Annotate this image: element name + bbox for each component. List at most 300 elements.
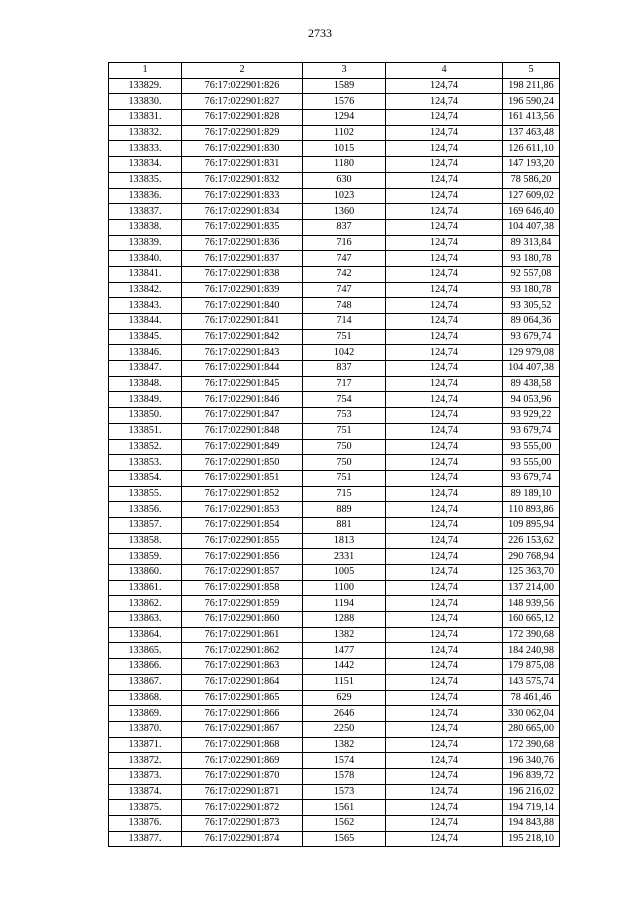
row-number-cell: 133863. <box>109 612 182 628</box>
rate-cell: 124,74 <box>386 157 503 173</box>
table-row <box>109 251 560 267</box>
amount-cell: 125 363,70 <box>503 565 560 581</box>
amount-cell: 93 929,22 <box>503 408 560 424</box>
area-cell: 1562 <box>303 816 386 832</box>
rate-cell: 124,74 <box>386 204 503 220</box>
cadastral-number-cell: 76:17:022901:833 <box>182 188 303 204</box>
area-cell: 751 <box>303 423 386 439</box>
amount-cell: 137 463,48 <box>503 125 560 141</box>
rate-cell: 124,74 <box>386 737 503 753</box>
rate-cell: 124,74 <box>386 392 503 408</box>
table-row <box>109 408 560 424</box>
row-number-cell: 133873. <box>109 768 182 784</box>
area-cell: 717 <box>303 376 386 392</box>
table-row <box>109 110 560 126</box>
row-number-cell: 133867. <box>109 674 182 690</box>
table-row <box>109 549 560 565</box>
amount-cell: 184 240,98 <box>503 643 560 659</box>
area-cell: 1288 <box>303 612 386 628</box>
rate-cell: 124,74 <box>386 659 503 675</box>
table-row <box>109 361 560 377</box>
amount-cell: 172 390,68 <box>503 627 560 643</box>
amount-cell: 196 340,76 <box>503 753 560 769</box>
amount-cell: 89 438,58 <box>503 376 560 392</box>
area-cell: 629 <box>303 690 386 706</box>
amount-cell: 93 555,00 <box>503 439 560 455</box>
rate-cell: 124,74 <box>386 502 503 518</box>
table-row <box>109 737 560 753</box>
row-number-cell: 133865. <box>109 643 182 659</box>
area-cell: 837 <box>303 219 386 235</box>
row-number-cell: 133860. <box>109 565 182 581</box>
amount-cell: 148 939,56 <box>503 596 560 612</box>
row-number-cell: 133854. <box>109 470 182 486</box>
rate-cell: 124,74 <box>386 408 503 424</box>
amount-cell: 147 193,20 <box>503 157 560 173</box>
rate-cell: 124,74 <box>386 470 503 486</box>
table-row <box>109 486 560 502</box>
cadastral-number-cell: 76:17:022901:828 <box>182 110 303 126</box>
row-number-cell: 133833. <box>109 141 182 157</box>
amount-cell: 126 611,10 <box>503 141 560 157</box>
area-cell: 1005 <box>303 565 386 581</box>
cadastral-number-cell: 76:17:022901:872 <box>182 800 303 816</box>
row-number-cell: 133837. <box>109 204 182 220</box>
row-number-cell: 133874. <box>109 784 182 800</box>
row-number-cell: 133848. <box>109 376 182 392</box>
amount-cell: 290 768,94 <box>503 549 560 565</box>
cadastral-number-cell: 76:17:022901:832 <box>182 172 303 188</box>
cadastral-number-cell: 76:17:022901:842 <box>182 329 303 345</box>
row-number-cell: 133857. <box>109 517 182 533</box>
amount-cell: 93 555,00 <box>503 455 560 471</box>
rate-cell: 124,74 <box>386 314 503 330</box>
row-number-cell: 133844. <box>109 314 182 330</box>
table-row <box>109 627 560 643</box>
cadastral-number-cell: 76:17:022901:850 <box>182 455 303 471</box>
cadastral-number-cell: 76:17:022901:852 <box>182 486 303 502</box>
cadastral-number-cell: 76:17:022901:846 <box>182 392 303 408</box>
area-cell: 1194 <box>303 596 386 612</box>
cadastral-number-cell: 76:17:022901:841 <box>182 314 303 330</box>
amount-cell: 143 575,74 <box>503 674 560 690</box>
area-cell: 630 <box>303 172 386 188</box>
row-number-cell: 133842. <box>109 282 182 298</box>
table-row <box>109 329 560 345</box>
cadastral-number-cell: 76:17:022901:874 <box>182 831 303 847</box>
area-cell: 751 <box>303 329 386 345</box>
area-cell: 1442 <box>303 659 386 675</box>
area-cell: 1576 <box>303 94 386 110</box>
table-row <box>109 674 560 690</box>
row-number-cell: 133832. <box>109 125 182 141</box>
table-row <box>109 517 560 533</box>
cadastral-number-cell: 76:17:022901:861 <box>182 627 303 643</box>
area-cell: 715 <box>303 486 386 502</box>
rate-cell: 124,74 <box>386 612 503 628</box>
rate-cell: 124,74 <box>386 565 503 581</box>
table-row <box>109 266 560 282</box>
cadastral-number-cell: 76:17:022901:870 <box>182 768 303 784</box>
rate-cell: 124,74 <box>386 78 503 94</box>
amount-cell: 196 590,24 <box>503 94 560 110</box>
row-number-cell: 133877. <box>109 831 182 847</box>
area-cell: 1042 <box>303 345 386 361</box>
rate-cell: 124,74 <box>386 345 503 361</box>
amount-cell: 104 407,38 <box>503 219 560 235</box>
table-row <box>109 502 560 518</box>
table-row <box>109 78 560 94</box>
table-body <box>109 78 560 847</box>
amount-cell: 179 875,08 <box>503 659 560 675</box>
amount-cell: 94 053,96 <box>503 392 560 408</box>
amount-cell: 194 719,14 <box>503 800 560 816</box>
rate-cell: 124,74 <box>386 784 503 800</box>
row-number-cell: 133834. <box>109 157 182 173</box>
table-row <box>109 298 560 314</box>
amount-cell: 160 665,12 <box>503 612 560 628</box>
row-number-cell: 133850. <box>109 408 182 424</box>
rate-cell: 124,74 <box>386 674 503 690</box>
column-header: 2 <box>182 63 303 79</box>
rate-cell: 124,74 <box>386 627 503 643</box>
column-header: 5 <box>503 63 560 79</box>
row-number-cell: 133841. <box>109 266 182 282</box>
row-number-cell: 133866. <box>109 659 182 675</box>
area-cell: 1574 <box>303 753 386 769</box>
row-number-cell: 133871. <box>109 737 182 753</box>
cadastral-number-cell: 76:17:022901:826 <box>182 78 303 94</box>
rate-cell: 124,74 <box>386 517 503 533</box>
table-row <box>109 690 560 706</box>
cadastral-number-cell: 76:17:022901:827 <box>182 94 303 110</box>
row-number-cell: 133831. <box>109 110 182 126</box>
amount-cell: 172 390,68 <box>503 737 560 753</box>
amount-cell: 78 461,46 <box>503 690 560 706</box>
table-row <box>109 800 560 816</box>
table-row <box>109 565 560 581</box>
rate-cell: 124,74 <box>386 125 503 141</box>
rate-cell: 124,74 <box>386 816 503 832</box>
cadastral-number-cell: 76:17:022901:851 <box>182 470 303 486</box>
rate-cell: 124,74 <box>386 549 503 565</box>
area-cell: 1589 <box>303 78 386 94</box>
cadastral-number-cell: 76:17:022901:848 <box>182 423 303 439</box>
column-header: 1 <box>109 63 182 79</box>
amount-cell: 93 305,52 <box>503 298 560 314</box>
rate-cell: 124,74 <box>386 768 503 784</box>
rate-cell: 124,74 <box>386 361 503 377</box>
rate-cell: 124,74 <box>386 596 503 612</box>
amount-cell: 196 216,02 <box>503 784 560 800</box>
row-number-cell: 133838. <box>109 219 182 235</box>
rate-cell: 124,74 <box>386 690 503 706</box>
amount-cell: 93 180,78 <box>503 282 560 298</box>
area-cell: 1382 <box>303 627 386 643</box>
row-number-cell: 133876. <box>109 816 182 832</box>
table-row <box>109 376 560 392</box>
area-cell: 1102 <box>303 125 386 141</box>
cadastral-number-cell: 76:17:022901:849 <box>182 439 303 455</box>
area-cell: 837 <box>303 361 386 377</box>
rate-cell: 124,74 <box>386 219 503 235</box>
rate-cell: 124,74 <box>386 298 503 314</box>
table-row <box>109 423 560 439</box>
row-number-cell: 133864. <box>109 627 182 643</box>
area-cell: 1294 <box>303 110 386 126</box>
table-row <box>109 831 560 847</box>
table-row <box>109 172 560 188</box>
rate-cell: 124,74 <box>386 251 503 267</box>
table-row <box>109 345 560 361</box>
cadastral-number-cell: 76:17:022901:830 <box>182 141 303 157</box>
area-cell: 1100 <box>303 580 386 596</box>
table-row <box>109 470 560 486</box>
amount-cell: 196 839,72 <box>503 768 560 784</box>
rate-cell: 124,74 <box>386 172 503 188</box>
cadastral-number-cell: 76:17:022901:864 <box>182 674 303 690</box>
area-cell: 1573 <box>303 784 386 800</box>
table-row <box>109 141 560 157</box>
table-row <box>109 768 560 784</box>
cadastral-number-cell: 76:17:022901:859 <box>182 596 303 612</box>
rate-cell: 124,74 <box>386 643 503 659</box>
table-row <box>109 784 560 800</box>
row-number-cell: 133875. <box>109 800 182 816</box>
row-number-cell: 133851. <box>109 423 182 439</box>
row-number-cell: 133829. <box>109 78 182 94</box>
rate-cell: 124,74 <box>386 439 503 455</box>
table-row <box>109 721 560 737</box>
amount-cell: 330 062,04 <box>503 706 560 722</box>
cadastral-number-cell: 76:17:022901:855 <box>182 533 303 549</box>
amount-cell: 129 979,08 <box>503 345 560 361</box>
rate-cell: 124,74 <box>386 706 503 722</box>
column-header: 4 <box>386 63 503 79</box>
cadastral-number-cell: 76:17:022901:853 <box>182 502 303 518</box>
row-number-cell: 133858. <box>109 533 182 549</box>
cadastral-number-cell: 76:17:022901:840 <box>182 298 303 314</box>
header-row <box>109 63 560 79</box>
rate-cell: 124,74 <box>386 831 503 847</box>
row-number-cell: 133846. <box>109 345 182 361</box>
area-cell: 1477 <box>303 643 386 659</box>
rate-cell: 124,74 <box>386 800 503 816</box>
cadastral-number-cell: 76:17:022901:854 <box>182 517 303 533</box>
table-row <box>109 219 560 235</box>
cadastral-number-cell: 76:17:022901:837 <box>182 251 303 267</box>
amount-cell: 110 893,86 <box>503 502 560 518</box>
cadastral-number-cell: 76:17:022901:843 <box>182 345 303 361</box>
table-row <box>109 612 560 628</box>
rate-cell: 124,74 <box>386 110 503 126</box>
amount-cell: 169 646,40 <box>503 204 560 220</box>
row-number-cell: 133835. <box>109 172 182 188</box>
area-cell: 1023 <box>303 188 386 204</box>
row-number-cell: 133868. <box>109 690 182 706</box>
area-cell: 2250 <box>303 721 386 737</box>
row-number-cell: 133836. <box>109 188 182 204</box>
rate-cell: 124,74 <box>386 533 503 549</box>
amount-cell: 93 679,74 <box>503 329 560 345</box>
data-table <box>108 62 560 847</box>
row-number-cell: 133870. <box>109 721 182 737</box>
page-number: 2733 <box>308 26 332 40</box>
cadastral-number-cell: 76:17:022901:866 <box>182 706 303 722</box>
cadastral-number-cell: 76:17:022901:856 <box>182 549 303 565</box>
cadastral-number-cell: 76:17:022901:867 <box>182 721 303 737</box>
table-row <box>109 235 560 251</box>
table-row <box>109 706 560 722</box>
cadastral-number-cell: 76:17:022901:845 <box>182 376 303 392</box>
area-cell: 751 <box>303 470 386 486</box>
table-row <box>109 439 560 455</box>
area-cell: 747 <box>303 251 386 267</box>
amount-cell: 109 895,94 <box>503 517 560 533</box>
area-cell: 1015 <box>303 141 386 157</box>
amount-cell: 195 218,10 <box>503 831 560 847</box>
table-row <box>109 157 560 173</box>
area-cell: 889 <box>303 502 386 518</box>
area-cell: 1151 <box>303 674 386 690</box>
rate-cell: 124,74 <box>386 721 503 737</box>
cadastral-number-cell: 76:17:022901:871 <box>182 784 303 800</box>
cadastral-number-cell: 76:17:022901:862 <box>182 643 303 659</box>
amount-cell: 78 586,20 <box>503 172 560 188</box>
table-row <box>109 392 560 408</box>
rate-cell: 124,74 <box>386 282 503 298</box>
amount-cell: 198 211,86 <box>503 78 560 94</box>
amount-cell: 92 557,08 <box>503 266 560 282</box>
row-number-cell: 133840. <box>109 251 182 267</box>
cadastral-number-cell: 76:17:022901:858 <box>182 580 303 596</box>
cadastral-number-cell: 76:17:022901:869 <box>182 753 303 769</box>
rate-cell: 124,74 <box>386 329 503 345</box>
rate-cell: 124,74 <box>386 141 503 157</box>
area-cell: 2646 <box>303 706 386 722</box>
row-number-cell: 133843. <box>109 298 182 314</box>
amount-cell: 89 064,36 <box>503 314 560 330</box>
table-row <box>109 596 560 612</box>
amount-cell: 104 407,38 <box>503 361 560 377</box>
amount-cell: 161 413,56 <box>503 110 560 126</box>
row-number-cell: 133872. <box>109 753 182 769</box>
amount-cell: 226 153,62 <box>503 533 560 549</box>
area-cell: 753 <box>303 408 386 424</box>
area-cell: 1813 <box>303 533 386 549</box>
row-number-cell: 133856. <box>109 502 182 518</box>
area-cell: 1382 <box>303 737 386 753</box>
area-cell: 1565 <box>303 831 386 847</box>
cadastral-number-cell: 76:17:022901:863 <box>182 659 303 675</box>
amount-cell: 194 843,88 <box>503 816 560 832</box>
cadastral-number-cell: 76:17:022901:865 <box>182 690 303 706</box>
area-cell: 716 <box>303 235 386 251</box>
table-row <box>109 125 560 141</box>
cadastral-number-cell: 76:17:022901:829 <box>182 125 303 141</box>
amount-cell: 93 679,74 <box>503 423 560 439</box>
amount-cell: 89 313,84 <box>503 235 560 251</box>
rate-cell: 124,74 <box>386 580 503 596</box>
cadastral-number-cell: 76:17:022901:873 <box>182 816 303 832</box>
row-number-cell: 133859. <box>109 549 182 565</box>
amount-cell: 93 679,74 <box>503 470 560 486</box>
area-cell: 748 <box>303 298 386 314</box>
table-row <box>109 753 560 769</box>
table-row <box>109 94 560 110</box>
rate-cell: 124,74 <box>386 188 503 204</box>
rate-cell: 124,74 <box>386 235 503 251</box>
cadastral-number-cell: 76:17:022901:834 <box>182 204 303 220</box>
area-cell: 1578 <box>303 768 386 784</box>
rate-cell: 124,74 <box>386 266 503 282</box>
cadastral-number-cell: 76:17:022901:835 <box>182 219 303 235</box>
table-row <box>109 188 560 204</box>
amount-cell: 127 609,02 <box>503 188 560 204</box>
table-row <box>109 816 560 832</box>
column-header: 3 <box>303 63 386 79</box>
cadastral-number-cell: 76:17:022901:868 <box>182 737 303 753</box>
table-row <box>109 580 560 596</box>
amount-cell: 93 180,78 <box>503 251 560 267</box>
rate-cell: 124,74 <box>386 94 503 110</box>
row-number-cell: 133862. <box>109 596 182 612</box>
rate-cell: 124,74 <box>386 455 503 471</box>
amount-cell: 89 189,10 <box>503 486 560 502</box>
area-cell: 881 <box>303 517 386 533</box>
area-cell: 742 <box>303 266 386 282</box>
area-cell: 1180 <box>303 157 386 173</box>
row-number-cell: 133830. <box>109 94 182 110</box>
amount-cell: 280 665,00 <box>503 721 560 737</box>
row-number-cell: 133852. <box>109 439 182 455</box>
area-cell: 1360 <box>303 204 386 220</box>
rate-cell: 124,74 <box>386 753 503 769</box>
area-cell: 1561 <box>303 800 386 816</box>
row-number-cell: 133845. <box>109 329 182 345</box>
cadastral-number-cell: 76:17:022901:839 <box>182 282 303 298</box>
amount-cell: 137 214,00 <box>503 580 560 596</box>
area-cell: 754 <box>303 392 386 408</box>
cadastral-number-cell: 76:17:022901:857 <box>182 565 303 581</box>
table-row <box>109 643 560 659</box>
row-number-cell: 133861. <box>109 580 182 596</box>
table-row <box>109 533 560 549</box>
area-cell: 714 <box>303 314 386 330</box>
row-number-cell: 133847. <box>109 361 182 377</box>
row-number-cell: 133869. <box>109 706 182 722</box>
row-number-cell: 133839. <box>109 235 182 251</box>
table-row <box>109 659 560 675</box>
cadastral-number-cell: 76:17:022901:836 <box>182 235 303 251</box>
rate-cell: 124,74 <box>386 423 503 439</box>
area-cell: 2331 <box>303 549 386 565</box>
row-number-cell: 133849. <box>109 392 182 408</box>
table-row <box>109 282 560 298</box>
rate-cell: 124,74 <box>386 376 503 392</box>
rate-cell: 124,74 <box>386 486 503 502</box>
table-row <box>109 455 560 471</box>
cadastral-number-cell: 76:17:022901:844 <box>182 361 303 377</box>
cadastral-number-cell: 76:17:022901:838 <box>182 266 303 282</box>
area-cell: 750 <box>303 439 386 455</box>
row-number-cell: 133853. <box>109 455 182 471</box>
table-row <box>109 314 560 330</box>
cadastral-number-cell: 76:17:022901:860 <box>182 612 303 628</box>
cadastral-number-cell: 76:17:022901:847 <box>182 408 303 424</box>
area-cell: 750 <box>303 455 386 471</box>
cadastral-number-cell: 76:17:022901:831 <box>182 157 303 173</box>
